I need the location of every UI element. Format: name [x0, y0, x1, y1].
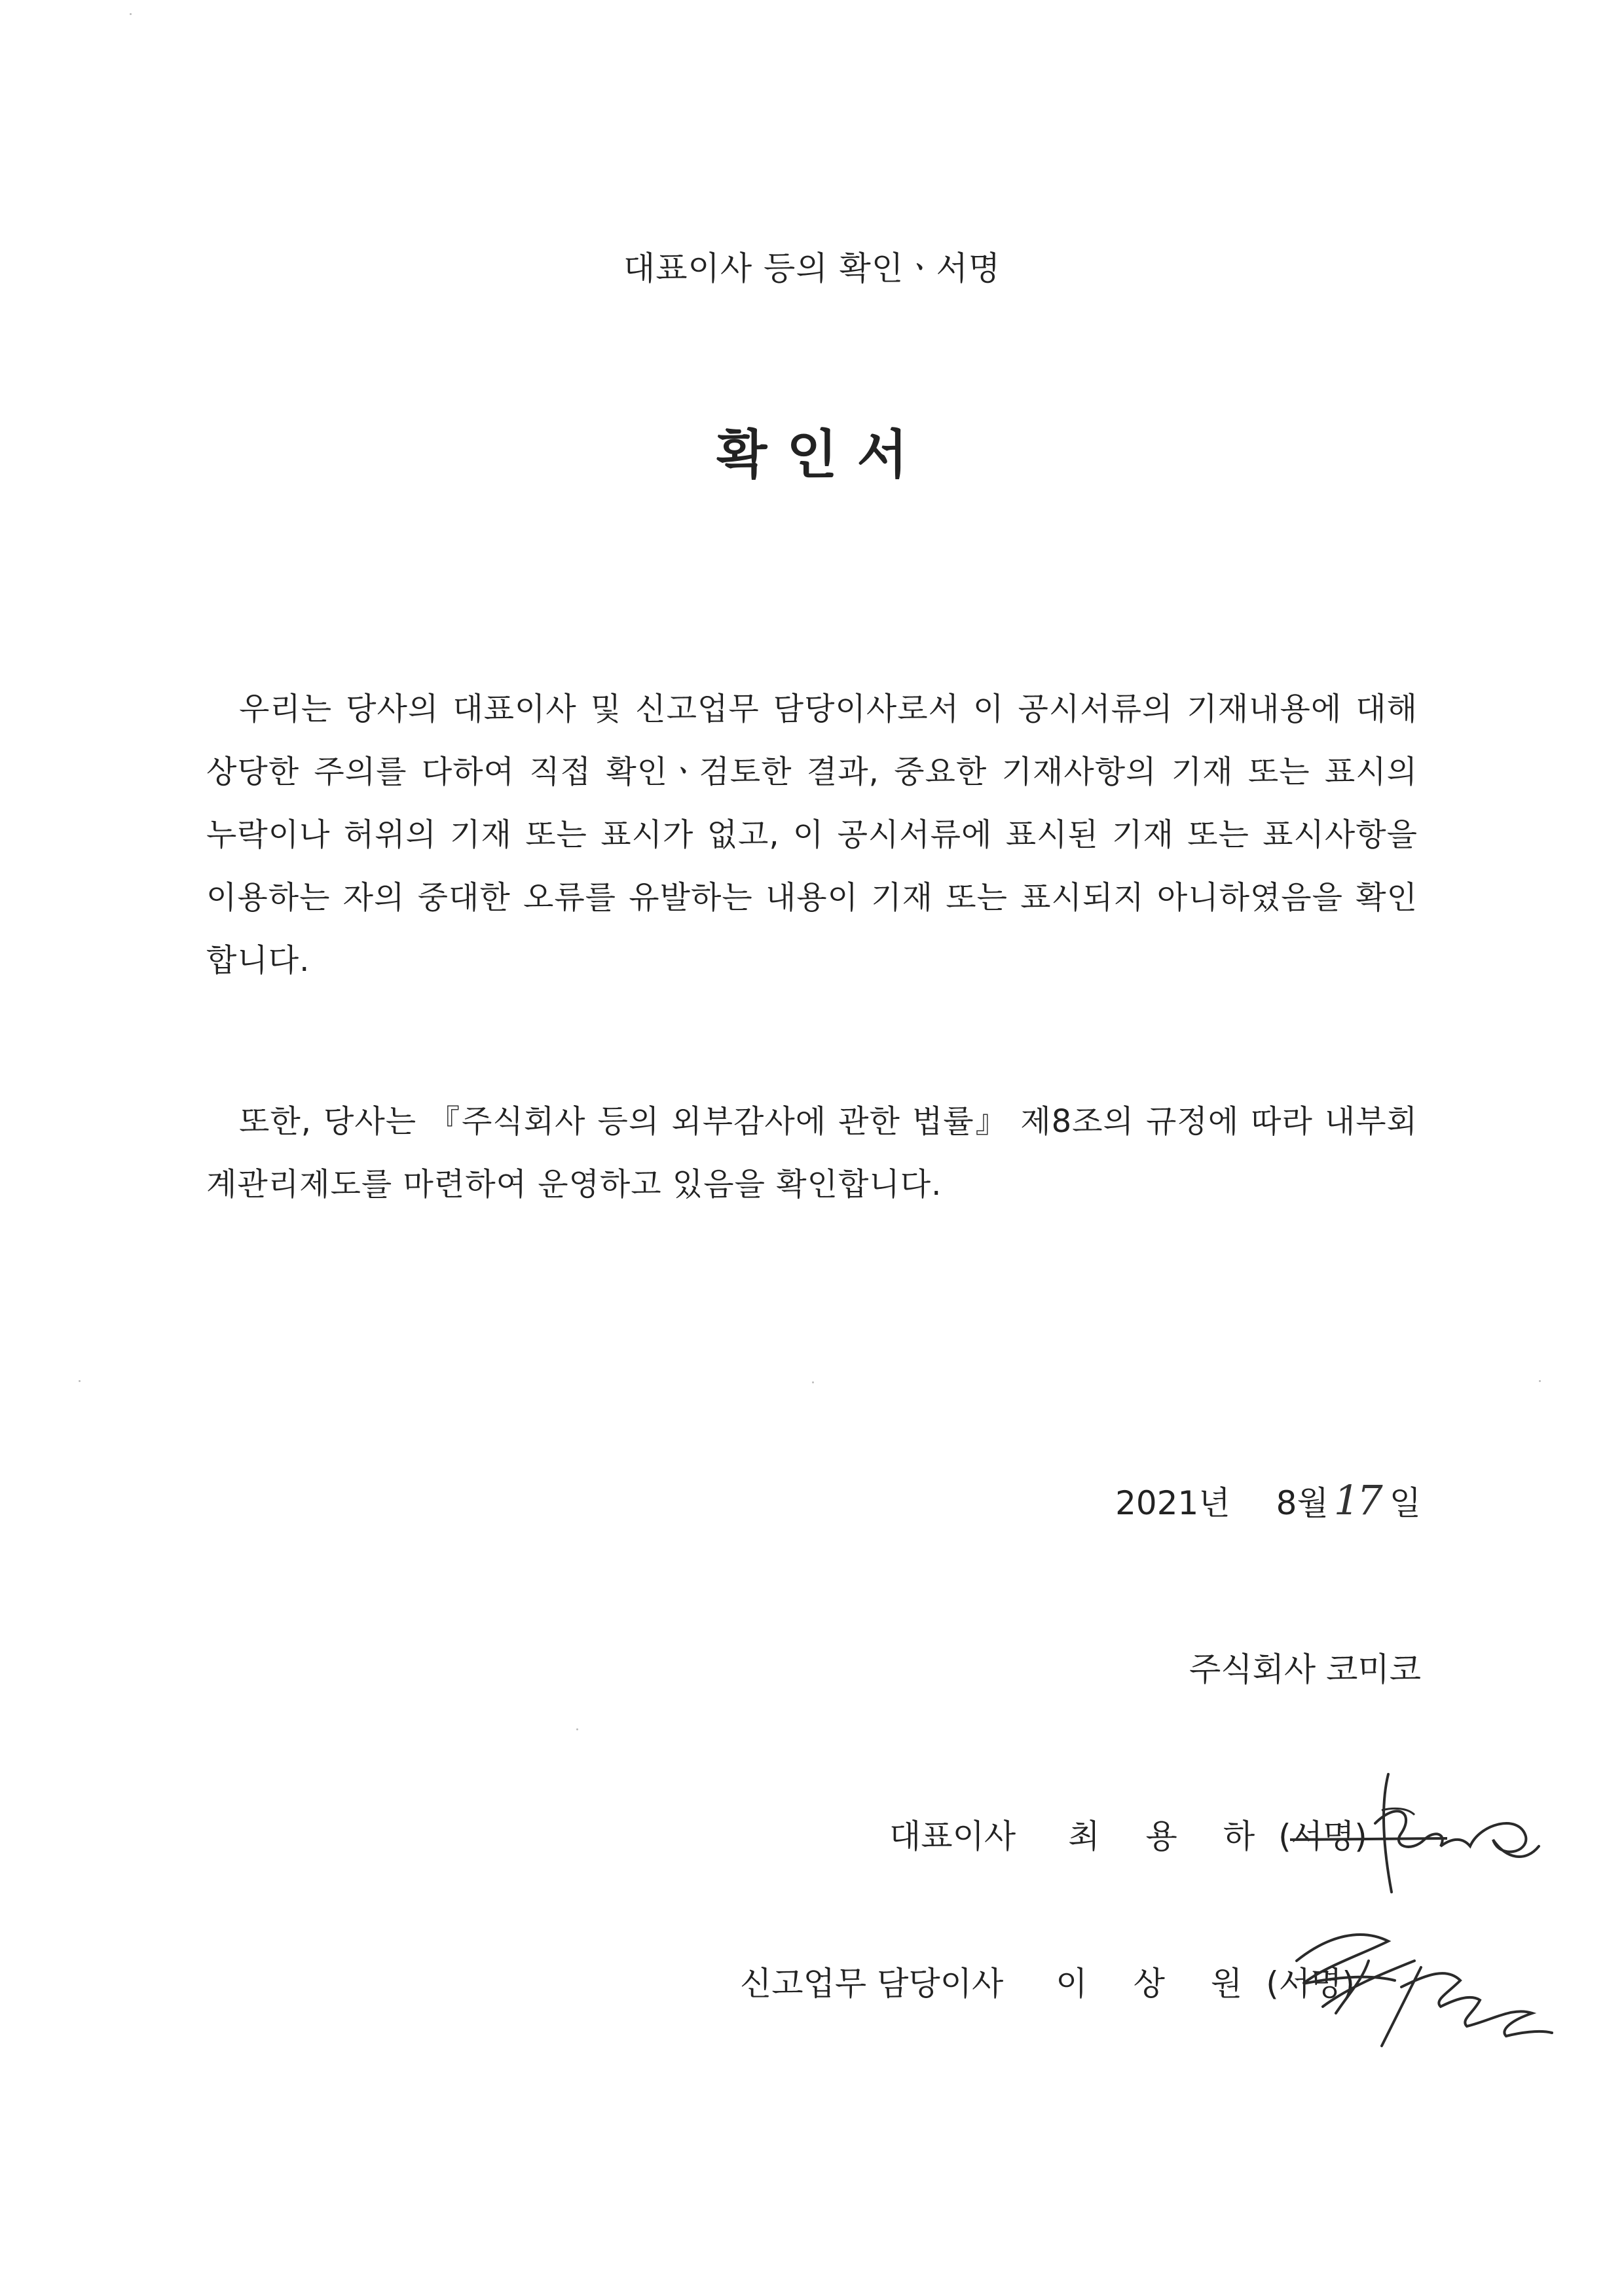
signatory-name-char: 하: [1223, 1817, 1255, 1855]
document-subtitle: 대표이사 등의 확인ㆍ서명: [623, 249, 1001, 287]
document-title: 확인서: [716, 424, 927, 485]
company-name: 주식회사 코미코: [1189, 1650, 1421, 1688]
signatory-name-char: 원: [1210, 1965, 1243, 2003]
internal-control-paragraph: 또한, 당사는 『주식회사 등의 외부감사에 관한 법률』 제8조의 규정에 따라 내부회계관리제도를 마련하여 운영하고 있음을 확인합니다.: [206, 1103, 1418, 1203]
date-day-suffix: 일: [1389, 1484, 1421, 1522]
date-year: 2021년: [1115, 1484, 1230, 1522]
handwritten-signature-disclosure-officer: [1283, 1922, 1559, 2075]
document-date: [1115, 1476, 1421, 1524]
signatory-name-char: 상: [1133, 1965, 1165, 2003]
signature-seal-label: (서명): [1278, 1817, 1367, 1855]
date-month: 8월: [1276, 1484, 1329, 1522]
confirmation-paragraph: 우리는 당사의 대표이사 및 신고업무 담당이사로서 이 공시서류의 기재내용에 대해 상당한 주의를 다하여 직접 확인ㆍ검토한 결과, 중요한 기재사항의 기재 또는 표시의 누락이나 허위의 기재 또는 표시가 없고, 이 공시서류에 표시된 기재 또는 표시사항을 이용하는 자의 중대한 오류를 유발하는 내용이 기재 또는 표시되지 아니하였음을 확인합니다.: [206, 691, 1418, 979]
signatory-name-char: 최: [1068, 1817, 1100, 1855]
handwritten-signature-ceo: [1283, 1761, 1545, 1908]
signatory-name-char: 용: [1145, 1817, 1177, 1855]
signatory-name-char: 이: [1056, 1965, 1088, 2003]
signatory-row-disclosure-officer: [740, 1958, 1355, 2005]
date-day-handwritten: 17: [1333, 1476, 1380, 1524]
signatory-role: 대표이사: [889, 1817, 1016, 1855]
signature-seal-label: (서명): [1266, 1965, 1355, 2003]
signatory-role: 신고업무 담당이사: [740, 1965, 1004, 2003]
